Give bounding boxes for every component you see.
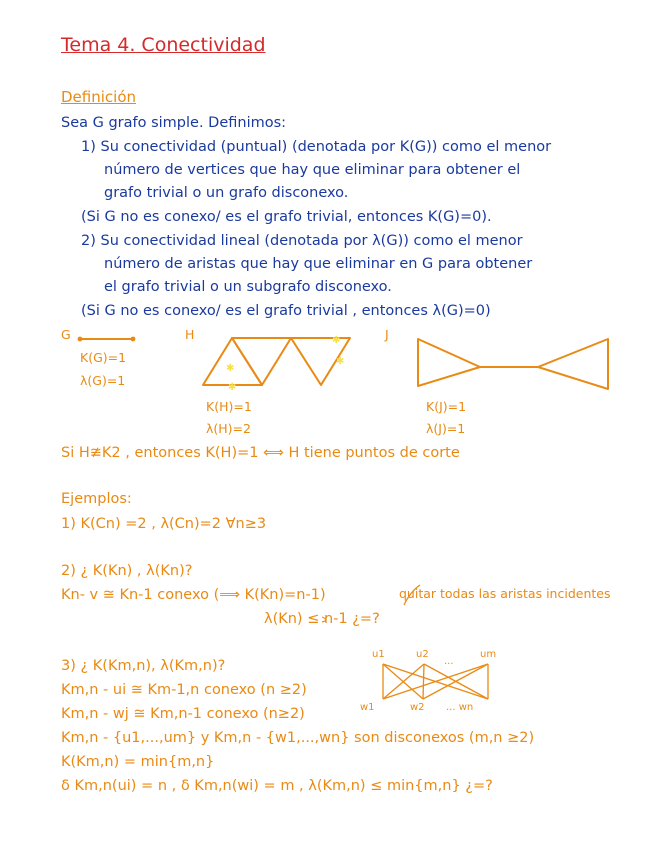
graph-g-vertex xyxy=(131,337,136,342)
graph-j-left-triangle xyxy=(418,339,480,386)
kmn-bottom-label-w1: w1 xyxy=(360,702,375,713)
example-3-line1: Km,n - ui ≅ Km-1,n conexo (n ≥2) xyxy=(61,682,307,698)
graph-g-vertex xyxy=(78,337,83,342)
example-2-line1: Kn- v ≅ Kn-1 conexo (⟹ K(Kn)=n-1) xyxy=(61,587,326,603)
graph-g-connectivity: K(G)=1 xyxy=(80,350,127,365)
definition-intro: Sea G grafo simple. Definimos: xyxy=(61,115,287,131)
item1-line2: número de vertices que hay que eliminar para obtener el xyxy=(104,162,521,178)
example-3-line3: Km,n - {u1,...,um} y Km,n - {w1,...,wn} son disconexos (m,n ≥2) xyxy=(61,730,535,746)
example-3-line2: Km,n - wj ≅ Km,n-1 conexo (n≥2) xyxy=(61,706,305,722)
highlight-star-icon: ✱ xyxy=(336,356,345,367)
graph-h-edge-connectivity: λ(H)=2 xyxy=(206,421,251,436)
item1-line1: 1) Su conectividad (puntual) (denotada por K(G)) como el menor xyxy=(81,139,552,155)
example-1: 1) K(Cn) =2 , λ(Cn)=2 ∀n≥3 xyxy=(61,516,267,532)
note1: (Si G no es conexo/ es el grafo trivial, entonces K(G)=0). xyxy=(81,209,492,225)
examples-heading: Ejemplos: xyxy=(61,491,132,507)
example-3-line4: K(Km,n) = min{m,n} xyxy=(61,754,215,770)
graph-h-connectivity: K(H)=1 xyxy=(206,399,252,414)
kmn-bottom-label-w2: w2 xyxy=(410,702,425,713)
graph-h-triangle-1 xyxy=(203,338,262,385)
example-3-line5: δ Km,n(ui) = n , δ Km,n(wi) = m , λ(Km,n) ≤ min{m,n} ¿=? xyxy=(61,778,493,794)
example-2-question: 2) ¿ K(Kn) , λ(Kn)? xyxy=(61,563,193,579)
kmn-top-label-dots: ... xyxy=(444,656,454,667)
highlight-star-icon: ✱ xyxy=(332,335,341,346)
example-3-question: 3) ¿ K(Km,n), λ(Km,n)? xyxy=(61,658,226,674)
kmn-top-label-um: um xyxy=(480,649,497,660)
item2-line1: 2) Su conectividad lineal (denotada por λ(G)) como el menor xyxy=(81,233,523,249)
cut-point-statement: Si H≇K2 , entonces K(H)=1 ⟺ H tiene puntos de corte xyxy=(61,445,460,461)
graph-j-right-triangle xyxy=(538,339,608,389)
note2: (Si G no es conexo/ es el grafo trivial , entonces λ(G)=0) xyxy=(81,303,491,319)
page-title: Tema 4. Conectividad xyxy=(61,34,266,56)
kmn-top-label-u1: u1 xyxy=(372,649,385,660)
example-2-aside: quitar todas las aristas incidentes xyxy=(399,586,611,601)
example-2-line2: λ(Kn) ≤ n-1 ¿=? xyxy=(264,611,380,627)
graph-j-label: J xyxy=(385,327,389,342)
graph-j-edge-connectivity: λ(J)=1 xyxy=(426,421,466,436)
graph-g-edge-connectivity: λ(G)=1 xyxy=(80,373,126,388)
item2-line3: el grafo trivial o un subgrafo disconexo. xyxy=(104,279,392,295)
kmn-bottom-label-wn: ... wn xyxy=(446,702,474,713)
definition-heading: Definición xyxy=(61,88,136,106)
kmn-top-label-u2: u2 xyxy=(416,649,429,660)
item2-line2: número de aristas que hay que eliminar en G para obtener xyxy=(104,256,533,272)
graph-j-connectivity: K(J)=1 xyxy=(426,399,467,414)
item1-line3: grafo trivial o un grafo disconexo. xyxy=(104,185,349,201)
graph-h-triangle-2 xyxy=(232,338,291,385)
graph-g-label: G xyxy=(61,327,71,342)
graph-h-label: H xyxy=(185,327,195,342)
highlight-star-icon: ✱ xyxy=(228,382,237,393)
highlight-star-icon: ✱ xyxy=(226,363,235,374)
